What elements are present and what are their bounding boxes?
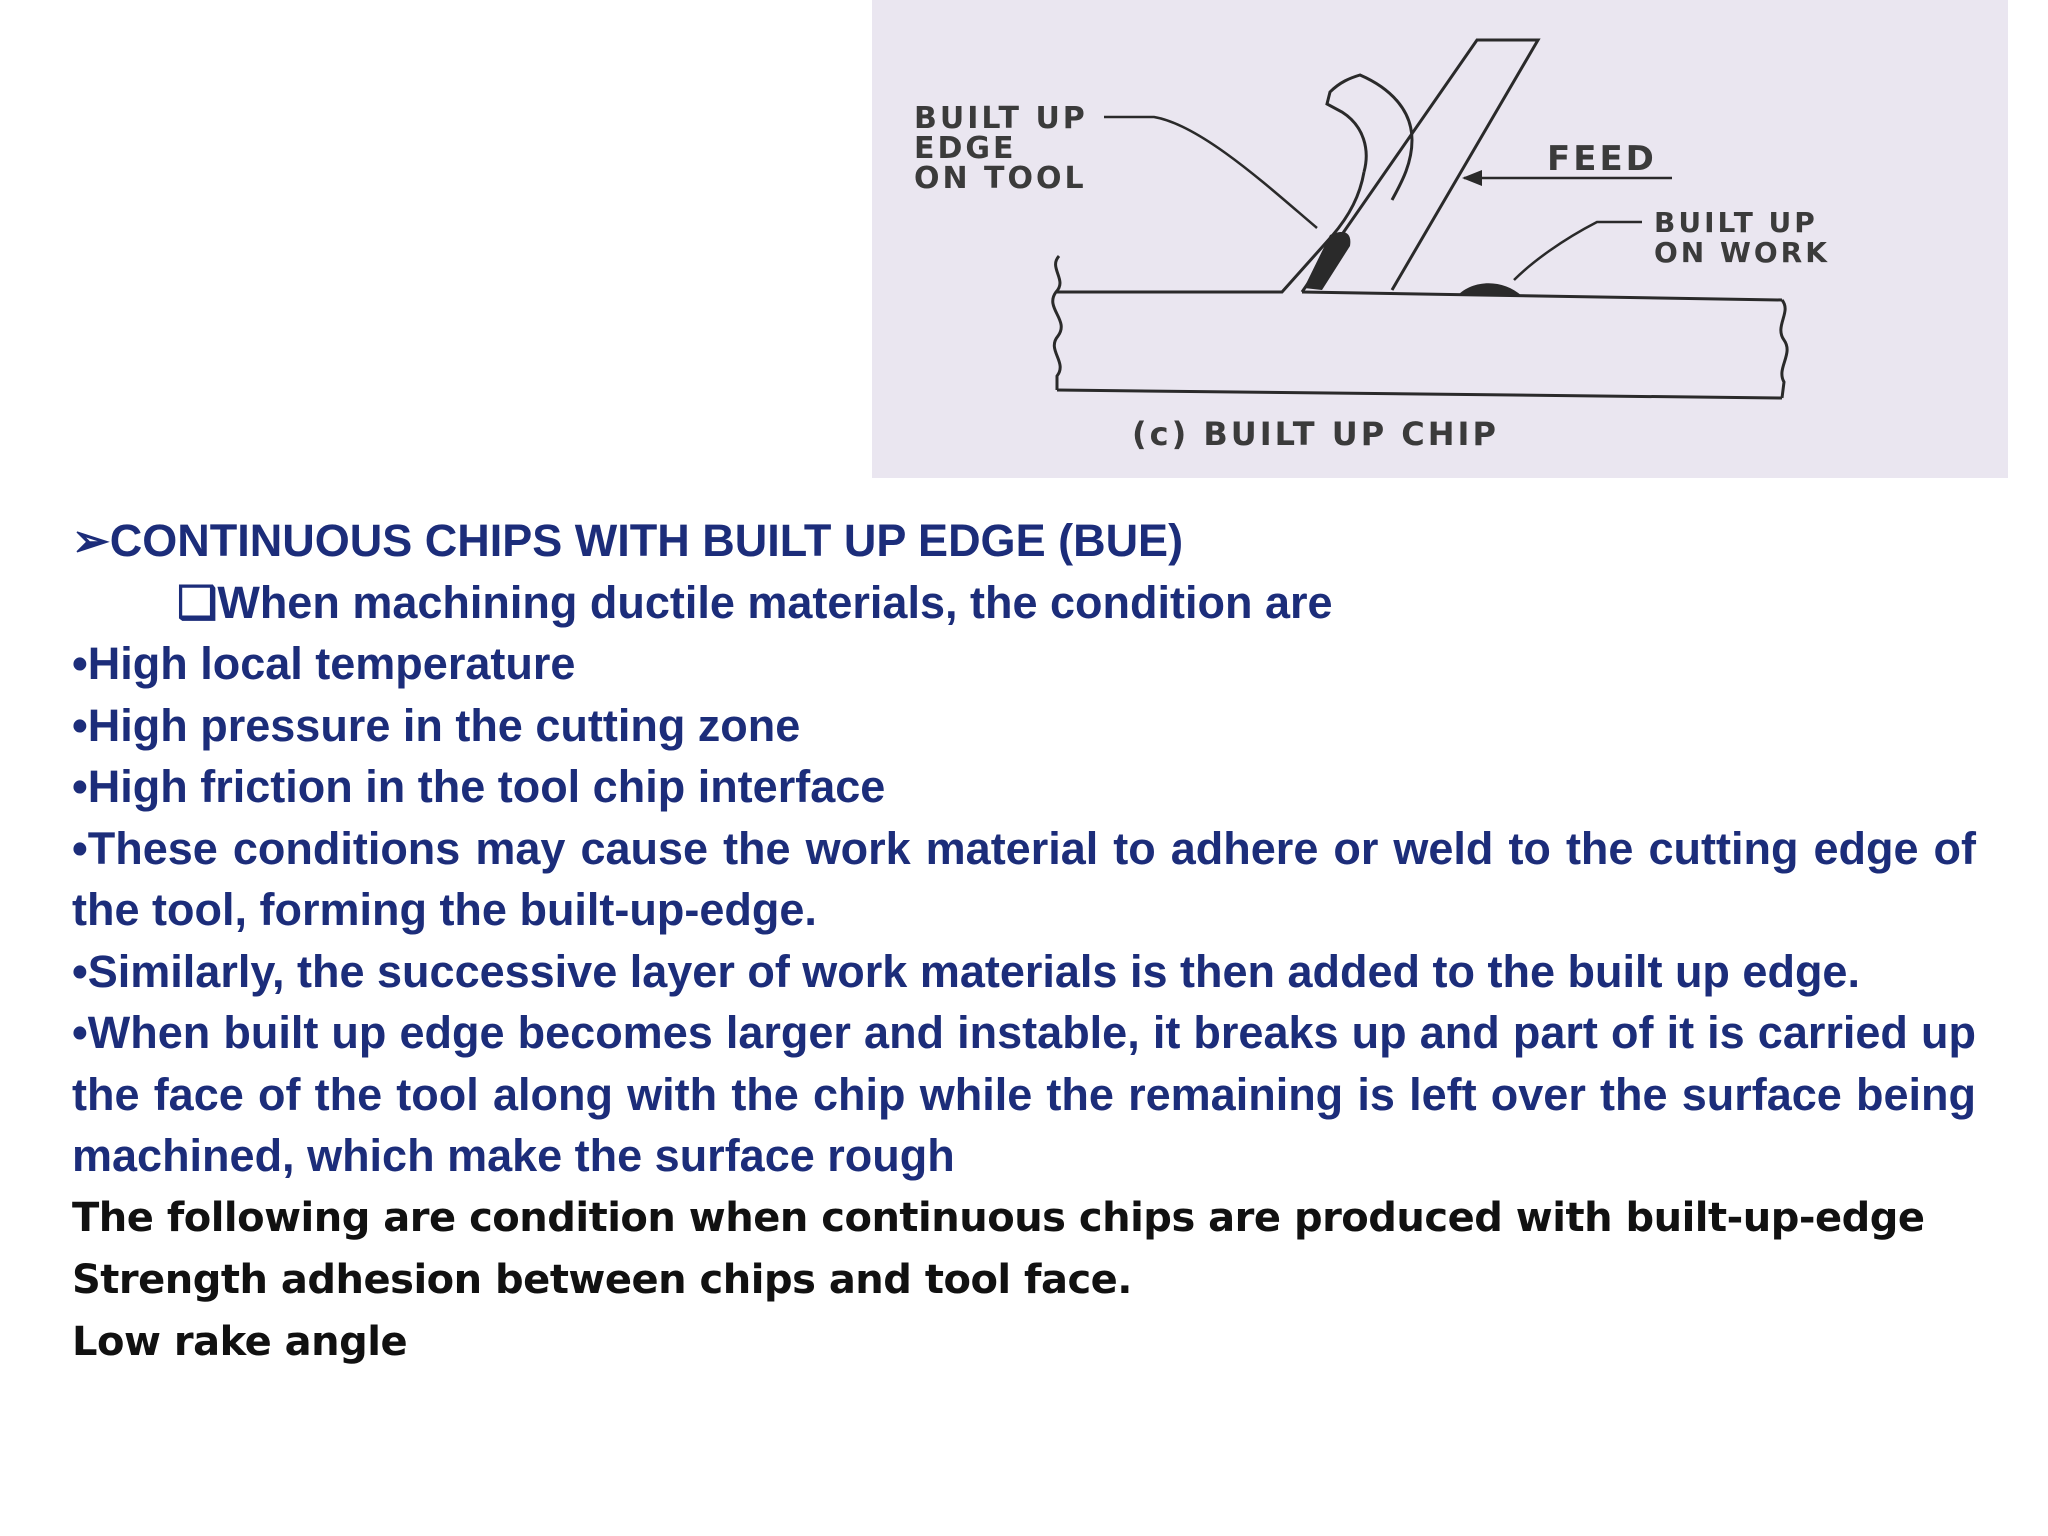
condition-line: The following are condition when continuous chips are produced with built-up-edge bbox=[72, 1194, 1925, 1241]
leader-bue-work bbox=[1514, 222, 1642, 280]
label-bue-tool-1: BUILT UP bbox=[914, 101, 1088, 136]
slide-content bbox=[72, 510, 1976, 1373]
workpiece-right-break bbox=[1781, 300, 1787, 398]
workpiece-surface bbox=[1302, 292, 1782, 300]
label-bue-work-2: ON WORK bbox=[1654, 236, 1830, 269]
built-up-chip-figure bbox=[872, 0, 2008, 478]
bullet-item: •Similarly, the successive layer of work materials is then added to the built up edge. bbox=[72, 945, 1860, 997]
bullet-item: •High local temperature bbox=[72, 638, 576, 689]
feed-arrowhead bbox=[1462, 170, 1482, 186]
bullet-item: •These conditions may cause the work material to adhere or weld to the cutting edge of the tool, forming the built-up-edge. bbox=[72, 822, 1976, 935]
figure-caption: (c) BUILT UP CHIP bbox=[1132, 415, 1499, 453]
label-bue-tool-2: EDGE bbox=[914, 131, 1017, 166]
heading-text: CONTINUOUS CHIPS WITH BUILT UP EDGE (BUE) bbox=[109, 515, 1184, 566]
condition-line: Low rake angle bbox=[72, 1318, 408, 1365]
label-bue-work-1: BUILT UP bbox=[1654, 206, 1818, 239]
bullet-item: •When built up edge becomes larger and instable, it breaks up and part of it is carried up the face of the tool along with the chip while the remaining is left over the surface being machined, which make the surface rough bbox=[72, 1007, 1976, 1181]
label-feed: FEED bbox=[1547, 139, 1657, 179]
section-heading bbox=[72, 510, 1976, 572]
bullet-item: •High pressure in the cutting zone bbox=[72, 699, 801, 751]
label-bue-tool-3: ON TOOL bbox=[914, 161, 1087, 196]
checkbox-bullet-icon: ❑ bbox=[177, 576, 218, 628]
workpiece-left-break bbox=[1053, 256, 1061, 390]
bue-on-work bbox=[1457, 283, 1522, 296]
bullet-item: •High friction in the tool chip interface bbox=[72, 761, 886, 812]
subheading bbox=[72, 572, 1976, 634]
arrow-bullet-icon: ➢ bbox=[72, 515, 110, 566]
chip bbox=[1327, 75, 1412, 200]
subheading-text: When machining ductile materials, the condition are bbox=[217, 576, 1333, 628]
leader-bue-tool bbox=[1104, 117, 1317, 228]
workpiece-bottom bbox=[1057, 390, 1782, 398]
condition-line: Strength adhesion between chips and tool face. bbox=[72, 1256, 1132, 1303]
built-up-chip-diagram bbox=[872, 0, 2008, 478]
